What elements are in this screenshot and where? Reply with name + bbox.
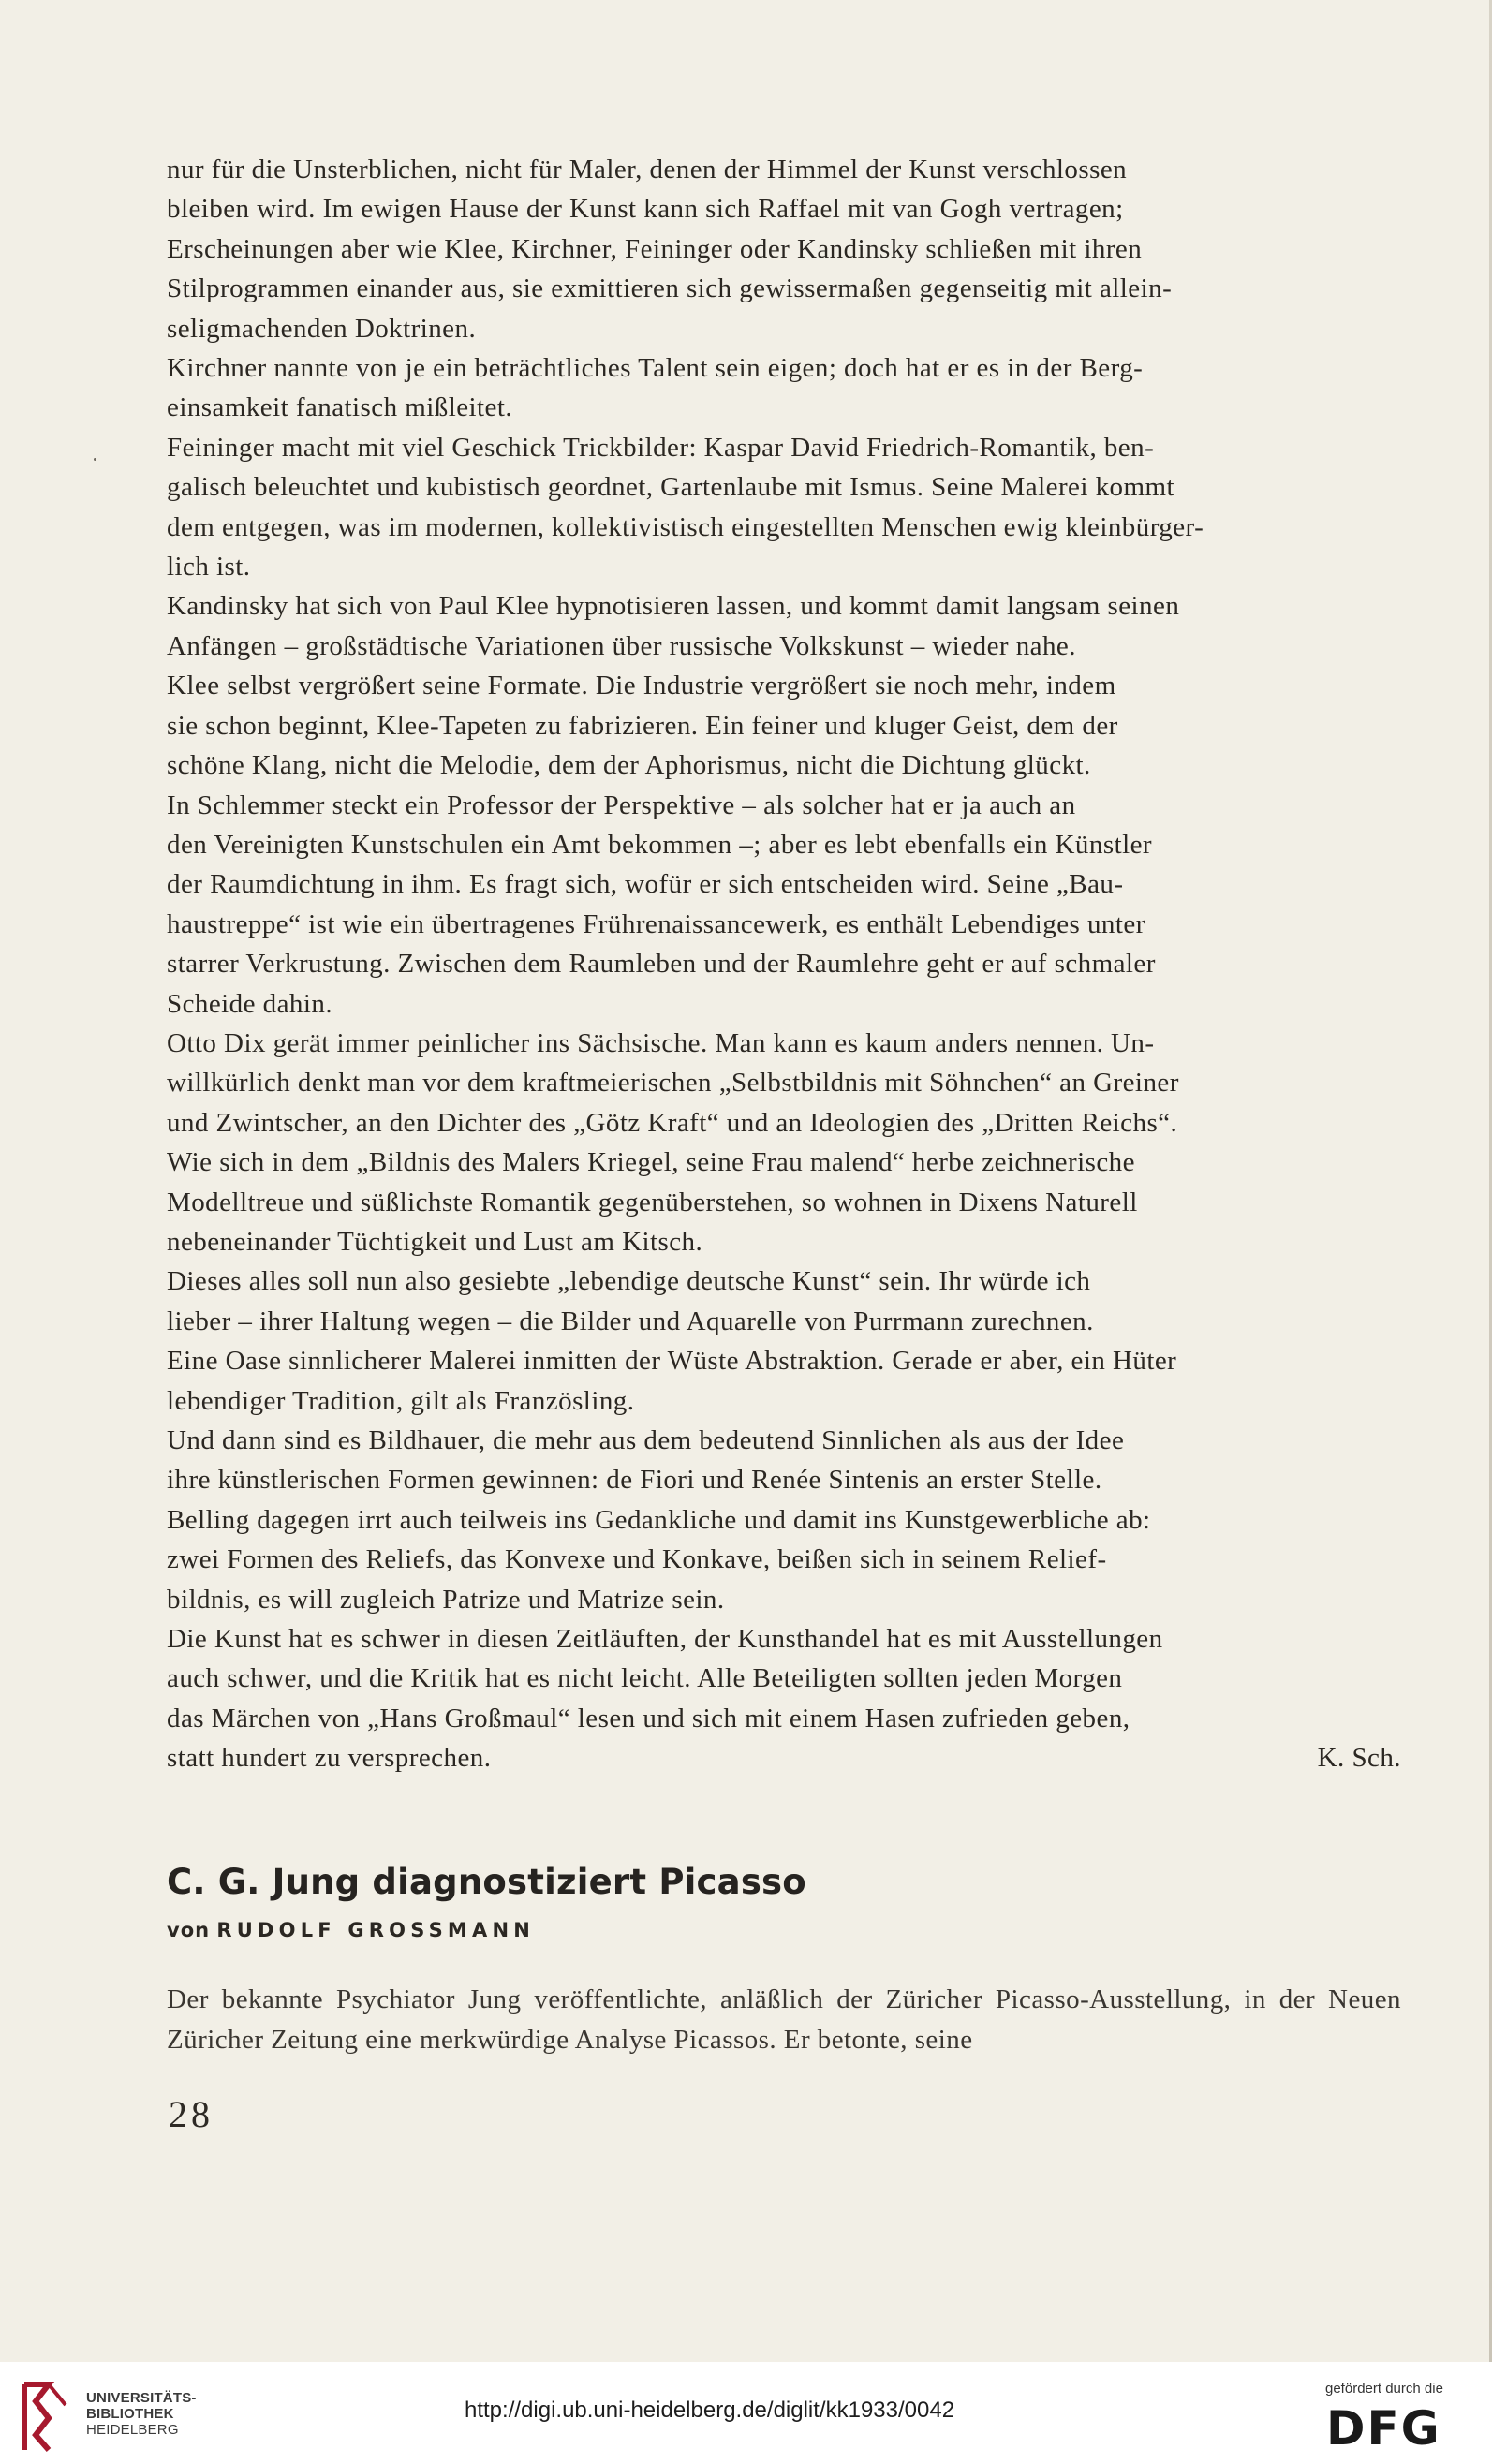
paragraph (167, 348, 1401, 428)
text-line: das Märchen von „Hans Großmaul“ lesen und sich mit einem Hasen zufrieden geben, (167, 1703, 1130, 1734)
paragraph (167, 586, 1401, 666)
text-line: Modelltreue und süßlichste Romantik gegenüberstehen, so wohnen in Dixens Naturell (167, 1187, 1138, 1217)
text-line: auch schwer, und die Kritik hat es nicht leicht. Alle Beteiligten sollten jeden Morgen (167, 1663, 1123, 1694)
text-line: Klee selbst vergrößert seine Formate. Die Industrie vergrößert sie noch mehr, indem (167, 671, 1116, 701)
text-line: und Zwintscher, an den Dichter des „Götz Kraft“ und an Ideologien des „Dritten Reichs“. (167, 1107, 1178, 1138)
ub-heidelberg-logo-icon[interactable] (15, 2377, 75, 2452)
article-title: C. G. Jung diagnostiziert Picasso (167, 1862, 806, 1902)
text-line: ihre künstlerischen Formen gewinnen: de Fiori und Renée Sintenis an erster Stelle. (167, 1465, 1102, 1496)
dfg-logo-text: DFG (1326, 2403, 1441, 2450)
text-line: den Vereinigten Kunstschulen ein Amt bekommen –; aber es lebt ebenfalls ein Künstler (167, 829, 1153, 860)
review-text (167, 150, 1401, 1778)
text-line: Die Kunst hat es schwer in diesen Zeitläuften, der Kunsthandel hat es mit Ausstellungen (167, 1624, 1163, 1655)
text-line: Und dann sind es Bildhauer, die mehr aus dem bedeutend Sinnlichen als aus der Idee (167, 1425, 1125, 1455)
text-line: Dieses alles soll nun also gesiebte „lebendige deutsche Kunst“ sein. Ihr würde ich (167, 1266, 1091, 1297)
paragraph (167, 666, 1401, 785)
permalink-url[interactable]: http://digi.ub.uni-heidelberg.de/diglit/kk1933/0042 (465, 2398, 955, 2423)
text-line: galisch beleuchtet und kubistisch geordnet, Gartenlaube mit Ismus. Seine Malerei kommt (167, 472, 1175, 503)
text-line: lieber – ihrer Haltung wegen – die Bilder und Aquarelle von Purrmann zurechnen. (167, 1306, 1094, 1336)
margin-mark (94, 458, 96, 461)
text-line: haustreppe“ ist wie ein übertragenes Frührenaissancewerk, es enthält Lebendiges unter (167, 908, 1145, 939)
text-line: seligmachenden Doktrinen. (167, 313, 477, 344)
paragraph (167, 1421, 1401, 1619)
byline-author: RUDOLF GROSSMANN (216, 1919, 535, 1941)
library-name-line: BIBLIOTHEK (86, 2406, 174, 2422)
text-line: starrer Verkrustung. Zwischen dem Raumleben und der Raumlehre geht er auf schmaler (167, 949, 1156, 980)
text-line: nebeneinander Tüchtigkeit und Lust am Kitsch. (167, 1226, 703, 1257)
text-line: lich ist. (167, 552, 251, 583)
text-line: Belling dagegen irrt auch teilweis ins Gedankliche und damit ins Kunstgewerbliche ab: (167, 1504, 1151, 1535)
text-line: In Schlemmer steckt ein Professor der Perspektive – als solcher hat er ja auch an (167, 789, 1076, 820)
paragraph (167, 1619, 1401, 1778)
article-body: Der bekannte Psychiator Jung veröffentlichte, anläßlich der Züricher Picasso-Ausstellung, in der Neuen Züricher Zeitung eine merkwürdige Analyse Picassos. Er betonte, seine (167, 1984, 1401, 2055)
byline-prefix: von (167, 1919, 211, 1941)
text-line: sie schon beginnt, Klee-Tapeten zu fabrizieren. Ein feiner und kluger Geist, dem der (167, 710, 1118, 741)
text-line: Feininger macht mit viel Geschick Trickbilder: Kaspar David Friedrich-Romantik, ben- (167, 432, 1155, 463)
text-line: dem entgegen, was im modernen, kollektivistisch eingestellten Menschen ewig kleinbürger- (167, 511, 1204, 542)
author-signature: K. Sch. (1317, 1743, 1401, 1774)
text-line: bildnis, es will zugleich Patrize und Matrize sein. (167, 1584, 725, 1615)
paragraph (167, 150, 1401, 348)
paragraph (167, 1262, 1401, 1421)
text-line: Anfängen – großstädtische Variationen über russische Volkskunst – wieder nahe. (167, 630, 1076, 661)
text-line: Erscheinungen aber wie Klee, Kirchner, Feininger oder Kandinsky schließen mit ihren (167, 233, 1143, 264)
text-line: der Raumdichtung in ihm. Es fragt sich, wofür er sich entscheiden wird. Seine „Bau- (167, 869, 1124, 900)
article-byline (167, 1919, 535, 1941)
text-line: Scheide dahin. (167, 988, 333, 1019)
paragraph (167, 1024, 1401, 1262)
text-line: Kirchner nannte von je ein beträchtliches Talent sein eigen; doch hat er es in der Berg- (167, 353, 1144, 384)
text-line: zwei Formen des Reliefs, das Konvexe und Konkave, beißen sich in seinem Relief- (167, 1544, 1107, 1575)
library-name[interactable] (86, 2390, 197, 2438)
funding-note: gefördert durch die (1325, 2381, 1443, 2397)
text-line: einsamkeit fanatisch mißleitet. (167, 392, 513, 423)
text-line: Stilprogrammen einander aus, sie exmittieren sich gewissermaßen gegenseitig mit allein- (167, 273, 1173, 304)
text-line: Kandinsky hat sich von Paul Klee hypnotisieren lassen, und kommt damit langsam seinen (167, 591, 1180, 622)
text-line: schöne Klang, nicht die Melodie, dem der Aphorismus, nicht die Dichtung glückt. (167, 750, 1091, 781)
page-number: 28 (169, 2093, 214, 2135)
paragraph (167, 428, 1401, 587)
text-line: Wie sich in dem „Bildnis des Malers Kriegel, seine Frau malend“ herbe zeichnerische (167, 1147, 1135, 1178)
text-line: statt hundert zu versprechen. (167, 1743, 492, 1774)
footer (0, 2362, 1492, 2464)
dfg-logo[interactable] (1326, 2403, 1474, 2450)
paragraph (167, 786, 1401, 1024)
text-line: Eine Oase sinnlicherer Malerei inmitten der Wüste Abstraktion. Gerade er aber, ein Hüter (167, 1346, 1177, 1377)
text-line: Otto Dix gerät immer peinlicher ins Sächsische. Man kann es kaum anders nennen. Un- (167, 1027, 1155, 1058)
library-name-line: HEIDELBERG (86, 2422, 179, 2438)
text-line: lebendiger Tradition, gilt als Französling. (167, 1385, 635, 1416)
library-name-line: UNIVERSITÄTS- (86, 2390, 197, 2406)
text-line: willkürlich denkt man vor dem kraftmeierischen „Selbstbildnis mit Söhnchen“ an Greiner (167, 1068, 1179, 1099)
text-line: nur für die Unsterblichen, nicht für Maler, denen der Himmel der Kunst verschlossen (167, 155, 1128, 184)
text-line: bleiben wird. Im ewigen Hause der Kunst kann sich Raffael mit van Gogh vertragen; (167, 194, 1124, 225)
